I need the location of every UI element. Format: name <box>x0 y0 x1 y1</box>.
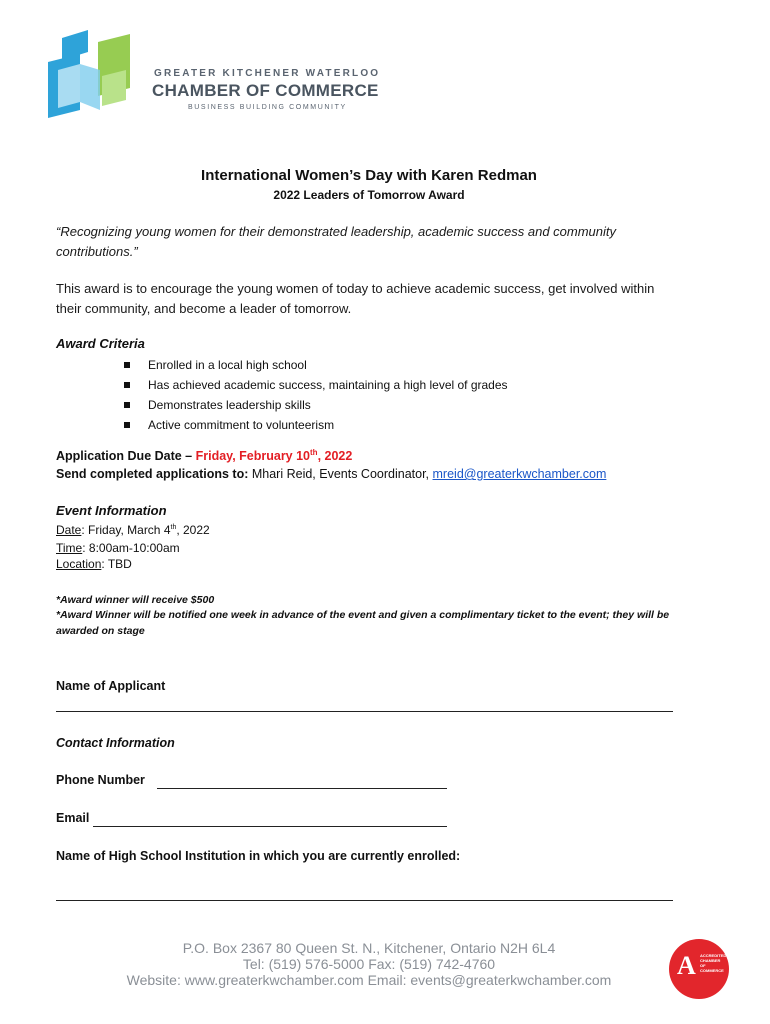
document-title: International Women’s Day with Karen Redman <box>201 167 537 184</box>
send-to: Mhari Reid, Events Coordinator, <box>248 467 433 481</box>
criteria-item: Demonstrates leadership skills <box>124 395 508 415</box>
org-name-line2: CHAMBER OF COMMERCE <box>152 81 379 100</box>
award-intro: This award is to encourage the young women of today to achieve academic success, get involved within their community, and become a leader of tomorrow. <box>56 281 655 316</box>
due-label: Application Due Date – <box>56 449 196 464</box>
email-field[interactable] <box>93 826 447 827</box>
document-subtitle: 2022 Leaders of Tomorrow Award <box>273 188 465 202</box>
award-note-1: *Award winner will receive $500 <box>56 594 215 606</box>
org-name-line1: GREATER KITCHENER WATERLOO <box>154 68 381 79</box>
chamber-logo-icon <box>40 30 140 130</box>
criteria-heading: Award Criteria <box>56 336 145 351</box>
footer-phone: Tel: (519) 576-5000 Fax: (519) 742-4760 <box>242 956 496 972</box>
applicant-name-label: Name of Applicant <box>56 679 166 693</box>
criteria-item: Has achieved academic success, maintaining a high level of grades <box>124 375 508 395</box>
school-label: Name of High School Institution in which you are currently enrolled: <box>56 849 461 863</box>
event-location: Location: TBD <box>56 557 132 571</box>
email-label: Email <box>56 811 90 825</box>
criteria-list <box>124 355 508 435</box>
phone-field[interactable] <box>157 788 447 789</box>
accreditation-seal-icon: A ACCREDITED CHAMBER OF COMMERCE <box>669 939 729 999</box>
due-date: Friday, February 10th, 2022 <box>195 448 353 464</box>
event-date: Date: Friday, March 4th, 2022 <box>56 523 210 537</box>
event-time: Time: 8:00am-10:00am <box>56 541 180 555</box>
applicant-name-field[interactable] <box>56 711 673 712</box>
event-heading: Event Information <box>56 503 167 518</box>
award-quote: “Recognizing young women for their demonstrated leadership, academic success and community contributions.” <box>56 224 617 259</box>
email-link[interactable]: mreid@greaterkwchamber.com <box>432 467 607 481</box>
footer-contact: Website: www.greaterkwchamber.com Email: events@greaterkwchamber.com <box>126 972 612 988</box>
send-applications <box>56 467 606 481</box>
phone-label: Phone Number <box>56 773 145 787</box>
school-field[interactable] <box>56 900 673 901</box>
award-note-2: *Award Winner will be notified one week in advance of the event and given a complimentary ticket to the event; they will be awarded on stage <box>56 609 670 637</box>
criteria-item: Enrolled in a local high school <box>124 355 508 375</box>
application-due-date <box>56 448 352 463</box>
footer-address: P.O. Box 2367 80 Queen St. N., Kitchener, Ontario N2H 6L4 <box>182 940 556 956</box>
send-label: Send completed applications to: <box>56 467 249 481</box>
criteria-item: Active commitment to volunteerism <box>124 415 508 435</box>
contact-heading: Contact Information <box>56 736 175 750</box>
org-tagline: BUSINESS BUILDING COMMUNITY <box>188 104 347 111</box>
